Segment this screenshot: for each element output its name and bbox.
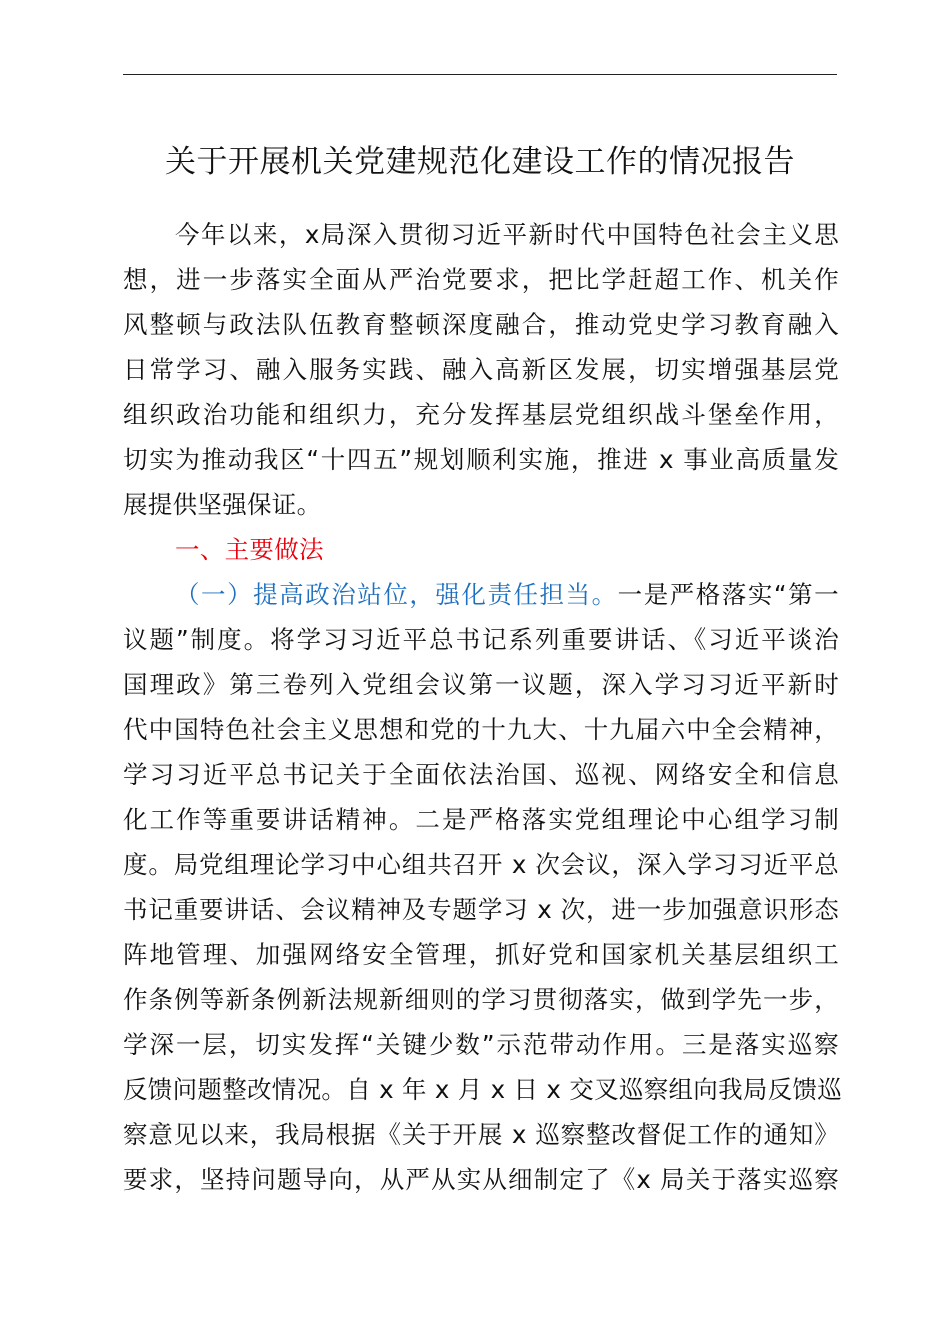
body-line: 作条例等新条例新法规新细则的学习贯彻落实，做到学先一步， bbox=[123, 985, 839, 1014]
body-line: 阵地管理、加强网络安全管理，抓好党和国家机关基层组织工 bbox=[123, 940, 839, 969]
intro-line: 组织政治功能和组织力，充分发挥基层党组织战斗堡垒作用， bbox=[123, 400, 839, 429]
intro-line: 切实为推动我区“十四五”规划顺利实施，推进 x 事业高质量发 bbox=[123, 445, 839, 474]
intro-line: 想，进一步落实全面从严治党要求，把比学赶超工作、机关作 bbox=[123, 265, 839, 294]
body-line: 书记重要讲话、会议精神及专题学习 x 次，进一步加强意识形态 bbox=[123, 895, 839, 924]
body-line: 度。局党组理论学习中心组共召开 x 次会议，深入学习习近平总 bbox=[123, 850, 839, 879]
document-title: 关于开展机关党建规范化建设工作的情况报告 bbox=[165, 144, 795, 180]
body-line: 代中国特色社会主义思想和党的十九大、十九届六中全会精神， bbox=[123, 715, 839, 744]
body-line: 议题”制度。将学习习近平总书记系列重要讲话、《习近平谈治 bbox=[123, 625, 839, 654]
document-body bbox=[123, 212, 843, 1202]
body-line: 国理政》第三卷列入党组会议第一议题，深入学习习近平新时 bbox=[123, 670, 839, 699]
body-line: 化工作等重要讲话精神。二是严格落实党组理论中心组学习制 bbox=[123, 805, 839, 834]
intro-line: 展提供坚强保证。 bbox=[123, 490, 322, 519]
intro-line: 风整顿与政法队伍教育整顿深度融合，推动党史学习教育融入 bbox=[123, 310, 839, 339]
body-line: 学习习近平总书记关于全面依法治国、巡视、网络安全和信息 bbox=[123, 760, 839, 789]
header-rule bbox=[123, 74, 837, 75]
intro-line: 今年以来，x局深入贯彻习近平新时代中国特色社会主义思 bbox=[175, 220, 839, 249]
subsection-first-line bbox=[123, 572, 839, 617]
intro-line: 日常学习、融入服务实践、融入高新区发展，切实增强基层党 bbox=[123, 355, 839, 384]
section-heading: 一、主要做法 bbox=[175, 535, 324, 564]
body-line: 学深一层，切实发挥“关键少数”示范带动作用。三是落实巡察 bbox=[123, 1030, 839, 1059]
body-line: 反馈问题整改情况。自 x 年 x 月 x 日 x 交叉巡察组向我局反馈巡 bbox=[123, 1075, 843, 1104]
body-line: 要求，坚持问题导向，从严从实从细制定了《x 局关于落实巡察 bbox=[123, 1165, 839, 1194]
subsection-first-line-text: 一是严格落实“第一 bbox=[617, 580, 839, 609]
subsection-heading: （一）提高政治站位，强化责任担当。 bbox=[175, 580, 618, 609]
body-line: 察意见以来，我局根据《关于开展 x 巡察整改督促工作的通知》 bbox=[123, 1120, 839, 1149]
